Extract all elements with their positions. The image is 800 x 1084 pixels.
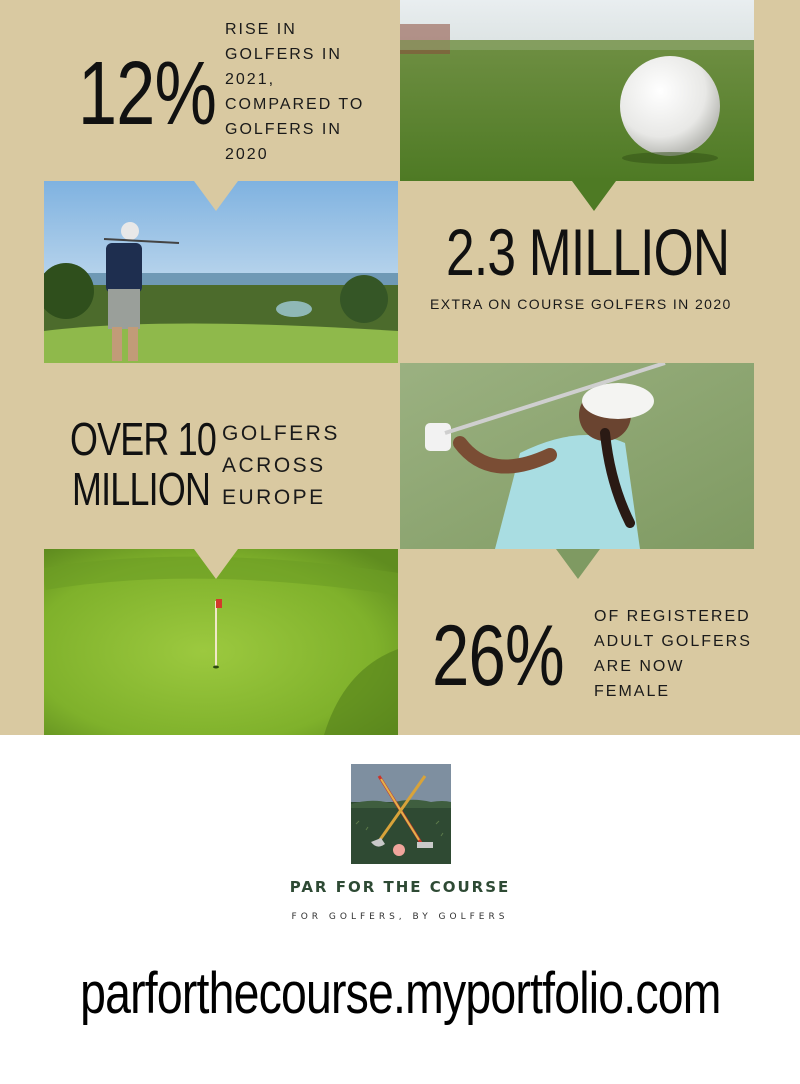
website-url-link[interactable] <box>0 960 800 1027</box>
desc-line: ACROSS <box>222 454 326 477</box>
brand-tagline: FOR GOLFERS, BY GOLFERS <box>291 912 509 922</box>
desc-line: 2020 <box>225 146 269 163</box>
website-url-text: parforthecourse.myportfolio.com <box>80 961 721 1026</box>
brand-logo <box>351 764 451 864</box>
pointer-triangle <box>194 549 238 579</box>
value-line: MILLION <box>72 463 211 515</box>
stat-europe-description <box>222 418 340 514</box>
female-golfer-photo <box>400 363 754 549</box>
stat-female-description <box>594 604 752 704</box>
pointer-triangle <box>556 549 600 579</box>
value-line: OVER 10 <box>70 413 217 465</box>
desc-line: EUROPE <box>222 486 326 509</box>
stat-female-value: 26% <box>432 608 564 704</box>
desc-line: GOLFERS IN <box>225 46 342 63</box>
pointer-triangle <box>572 181 616 211</box>
desc-line: RISE IN <box>225 21 297 38</box>
desc-line: 2021, <box>225 71 276 88</box>
golf-ball-photo <box>400 0 754 181</box>
desc-line: GOLFERS IN <box>225 121 342 138</box>
brand-name: PAR FOR THE COURSE <box>289 878 511 896</box>
stat-rise-value: 12% <box>78 44 217 144</box>
desc-line: COMPARED TO <box>225 96 365 113</box>
stat-extra-caption: EXTRA ON COURSE GOLFERS IN 2020 <box>430 296 732 312</box>
desc-line: OF REGISTERED <box>594 608 751 625</box>
desc-line: GOLFERS <box>222 422 340 445</box>
pointer-triangle <box>194 181 238 211</box>
stat-extra-value: 2.3 MILLION <box>446 215 730 289</box>
desc-line: ADULT GOLFERS <box>594 633 752 650</box>
stat-rise-description <box>225 17 364 167</box>
desc-line: FEMALE <box>594 683 671 700</box>
desc-line: ARE NOW <box>594 658 685 675</box>
